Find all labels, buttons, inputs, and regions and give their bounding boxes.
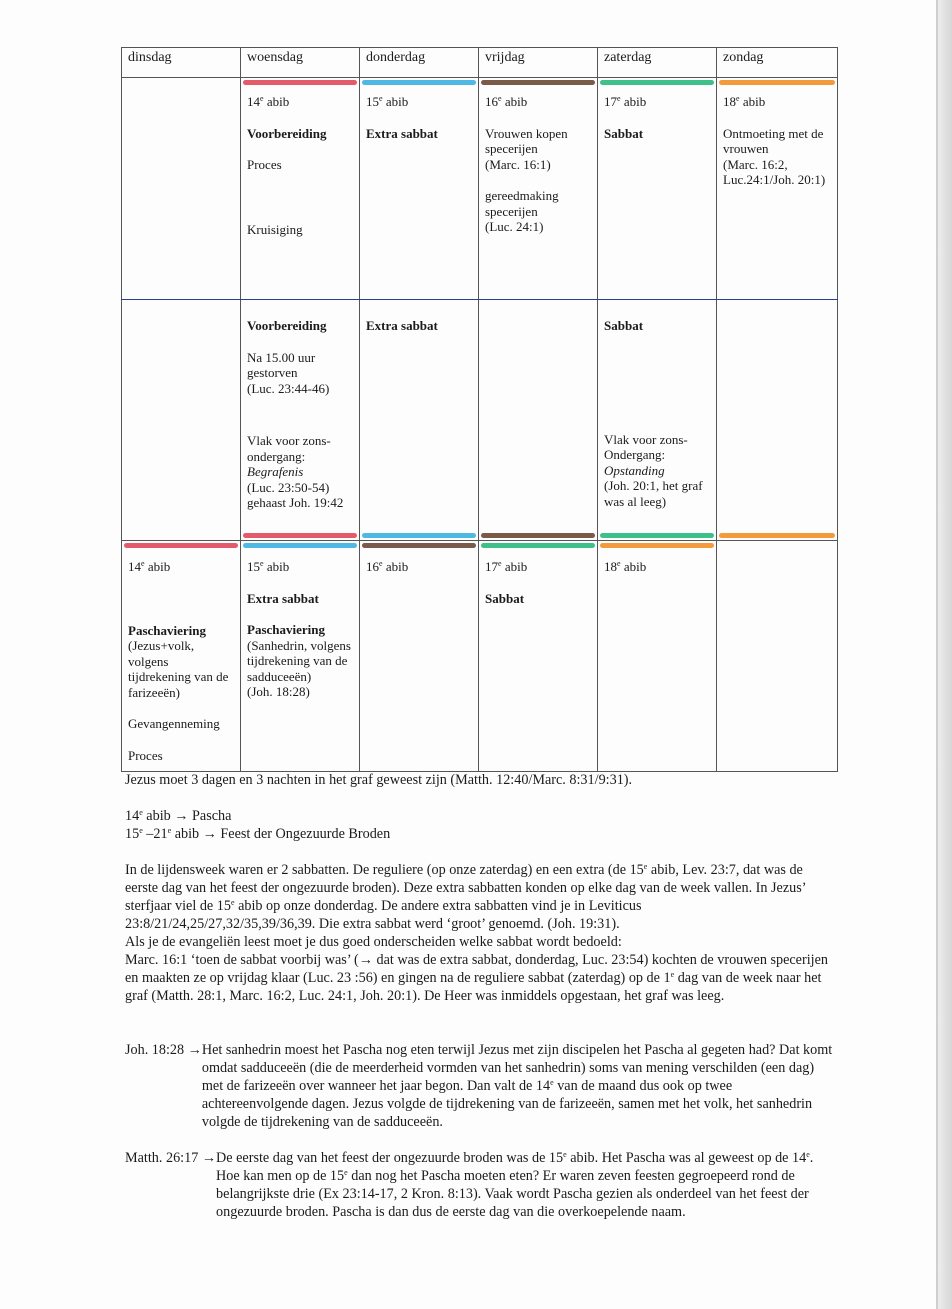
header-zaterdag: zaterdag: [598, 48, 717, 78]
text-line: (Luc. 23:50-54): [247, 479, 330, 495]
cell-r2-zaterdag: [598, 300, 717, 541]
date-label: 14e abib: [247, 94, 290, 109]
paragraph: Jezus moet 3 dagen en 3 nachten in het graf geweest zijn (Matth. 12:40/Marc. 8:31/9:31).: [125, 772, 633, 788]
bold-label: Extra sabbat: [366, 318, 438, 333]
color-stripe-woensdag: [243, 80, 357, 85]
date-label: 16e abib: [485, 94, 528, 109]
bold-label: Sabbat: [604, 125, 644, 141]
color-stripe-vrijdag-r3: [481, 543, 595, 548]
bold-label: Sabbat: [485, 590, 525, 606]
text-line: Proces: [247, 157, 282, 172]
color-stripe-vrijdag: [481, 80, 595, 85]
date-label: 18e abib: [723, 94, 766, 109]
bold-label: Extra sabbat: [247, 590, 319, 606]
note-matth-26-17: Matth. 26:17 → De eerste dag van het feest der ongezuurde broden was de 15e abib. Het Pascha was al geweest op de 14e. Hoe kan men op de 15e dan nog het Pascha moeten eten? Er waren zeven feesten gegroepeerd rond de belangrijkste drie (Ex 23:14-17, 2 Kron. 8:13). Vaak wordt Pascha gezien als onderdeel van het feest der ongezuurde broden. Pascha is dan dus de eerste dag van die overkoepelende naam.: [125, 1150, 814, 1220]
text-line: Proces: [128, 747, 163, 763]
color-stripe-vrijdag: [481, 533, 595, 538]
header-dinsdag: dinsdag: [122, 48, 241, 78]
cell-r1-zaterdag: [598, 78, 717, 300]
cell-r1-vrijdag: [479, 78, 598, 300]
list-item: 14e abib → Pascha: [125, 808, 232, 824]
text-line: Kruisiging: [247, 221, 303, 237]
text-line: (Luc. 23:44-46): [247, 380, 330, 396]
list-item: 15e –21e abib → Feest der Ongezuurde Broden: [125, 826, 391, 842]
cell-r2-zondag: [717, 300, 838, 541]
color-stripe-woensdag: [243, 533, 357, 538]
color-stripe-zaterdag: [600, 533, 714, 538]
text-line: (Luc. 24:1): [485, 219, 544, 234]
color-stripe-donderdag: [362, 533, 476, 538]
row-1: [122, 78, 838, 300]
row-3: [122, 541, 838, 772]
italic-label: Opstanding: [604, 462, 665, 478]
text-line: gehaast Joh. 19:42: [247, 495, 344, 510]
header-row: [122, 48, 838, 78]
color-stripe-zondag: [719, 533, 835, 538]
note-reference: Matth. 26:17 →: [125, 1150, 217, 1166]
feast-list: [125, 807, 835, 843]
bold-label: Paschaviering: [247, 622, 325, 637]
bold-label: Voorbereiding: [247, 125, 327, 141]
scanner-edge: [938, 0, 952, 1309]
bold-label: Paschaviering: [128, 622, 206, 638]
date-label: 17e abib: [604, 94, 647, 109]
cell-r1-dinsdag: [122, 78, 241, 300]
date-label: 17e abib: [485, 559, 528, 574]
cell-r3-vrijdag: [479, 541, 598, 772]
cell-r1-zondag: [717, 78, 838, 300]
text-line: (Marc. 16:2, Luc.24:1/Joh. 20:1): [723, 156, 826, 187]
header-donderdag: donderdag: [360, 48, 479, 78]
color-stripe-donderdag: [362, 80, 476, 85]
note-reference: Joh. 18:28 →: [125, 1042, 202, 1058]
color-stripe-zondag: [719, 80, 835, 85]
text-line: (Joh. 20:1, het graf was al leeg): [604, 478, 703, 509]
text-line: (Sanhedrin, volgens tijdrekening van de sadduceeën): [247, 637, 351, 684]
cell-r1-woensdag: [241, 78, 360, 300]
text-line: (Marc. 16:1): [485, 156, 551, 172]
cell-r2-dinsdag: [122, 300, 241, 541]
header-vrijdag: vrijdag: [479, 48, 598, 78]
cell-r3-donderdag: [360, 541, 479, 772]
text-line: Vrouwen kopen specerijen: [485, 125, 568, 156]
color-stripe-dinsdag: [124, 543, 238, 548]
paragraph-sabbaths: In de lijdensweek waren er 2 sabbatten. De reguliere (op onze zaterdag) en een extra (de 15e abib, Lev. 23:7, dat was de eerste dag van het feest der ongezuurde broden). Deze extra sabbatten konden op elke dag van de week vallen. In Jezus’ sterfjaar viel de 15e abib op onze donderdag. De andere extra sabbatten vind je in Leviticus 23:8/21/24,25/27,32/35,39/36,39. Die extra sabbat werd ‘groot’ genoemd. (Joh. 19:31). Als je de evangeliën leest moet je dus goed onderscheiden welke sabbat wordt bedoeld: Marc. 16:1 ‘toen de sabbat voorbij was’ (→ dat was de extra sabbat, donderdag, Luc. 23:54) kochten de vrouwen specerijen en maakten ze op vrijdag klaar (Luc. 23 :56) en gingen na de reguliere sabbat (zaterdag) op de 1e dag van de week naar het graf (Matth. 28:1, Marc. 16:2, Luc. 24:1, Joh. 20:1). De Heer was inmiddels opgestaan, het graf was leeg.: [125, 861, 835, 1005]
date-label: 14e abib: [128, 559, 171, 574]
note-joh-18-28: Joh. 18:28 → Het sanhedrin moest het Pascha nog eten terwijl Jezus met zijn discipelen het Pascha al gegeten had? Dat komt omdat sadduceeën (die de meerderheid vormden van het sanhedrin) soms van mening verschilden (een dag) met de farizeeën over wanneer het jaar begon. Dan valt de 14e van de maand dus ook op twee achtereenvolgende dagen. Jezus volgde de tijdrekening van de farizeeën, samen met het volk, het sanhedrin volgde de tijdrekening van de sadduceeën.: [125, 1042, 833, 1130]
cell-r3-woensdag: [241, 541, 360, 772]
date-label: 15e abib: [366, 94, 409, 109]
text-line: Vlak voor zons-ondergang:: [247, 433, 331, 464]
italic-label: Begrafenis: [247, 464, 304, 479]
date-label: 16e abib: [366, 559, 409, 574]
cell-r3-zondag: [717, 541, 838, 772]
text-line: (Jezus+volk, volgens tijdrekening van de farizeeën): [128, 638, 229, 700]
color-stripe-donderdag-r3: [362, 543, 476, 548]
text-line: Vlak voor zons-Ondergang:: [604, 431, 688, 462]
text-line: (Joh. 18:28): [247, 684, 310, 699]
row-2: [122, 300, 838, 541]
cell-r3-dinsdag: [122, 541, 241, 772]
cell-r2-donderdag: [360, 300, 479, 541]
bold-label: Sabbat: [604, 318, 644, 333]
bold-label: Voorbereiding: [247, 318, 327, 333]
color-stripe-zaterdag: [600, 80, 714, 85]
cell-r2-woensdag: [241, 300, 360, 541]
cell-r2-vrijdag: [479, 300, 598, 541]
bold-label: Extra sabbat: [366, 125, 438, 141]
cell-r1-donderdag: [360, 78, 479, 300]
prose-intro: [125, 771, 835, 789]
text-line: Ontmoeting met de vrouwen: [723, 125, 824, 156]
header-zondag: zondag: [717, 48, 838, 78]
date-label: 15e abib: [247, 559, 290, 574]
cell-r3-zaterdag: [598, 541, 717, 772]
header-woensdag: woensdag: [241, 48, 360, 78]
week-calendar-table: [121, 47, 838, 772]
text-line: Na 15.00 uur gestorven: [247, 349, 316, 380]
color-stripe-zaterdag-r3: [600, 543, 714, 548]
text-line: Gevangenneming: [128, 716, 220, 731]
color-stripe-woensdag-r3: [243, 543, 357, 548]
paragraph: Als je de evangeliën leest moet je dus goed onderscheiden welke sabbat wordt bedoeld:: [125, 934, 622, 950]
date-label: 18e abib: [604, 559, 647, 574]
text-line: gereedmaking specerijen: [485, 188, 559, 219]
